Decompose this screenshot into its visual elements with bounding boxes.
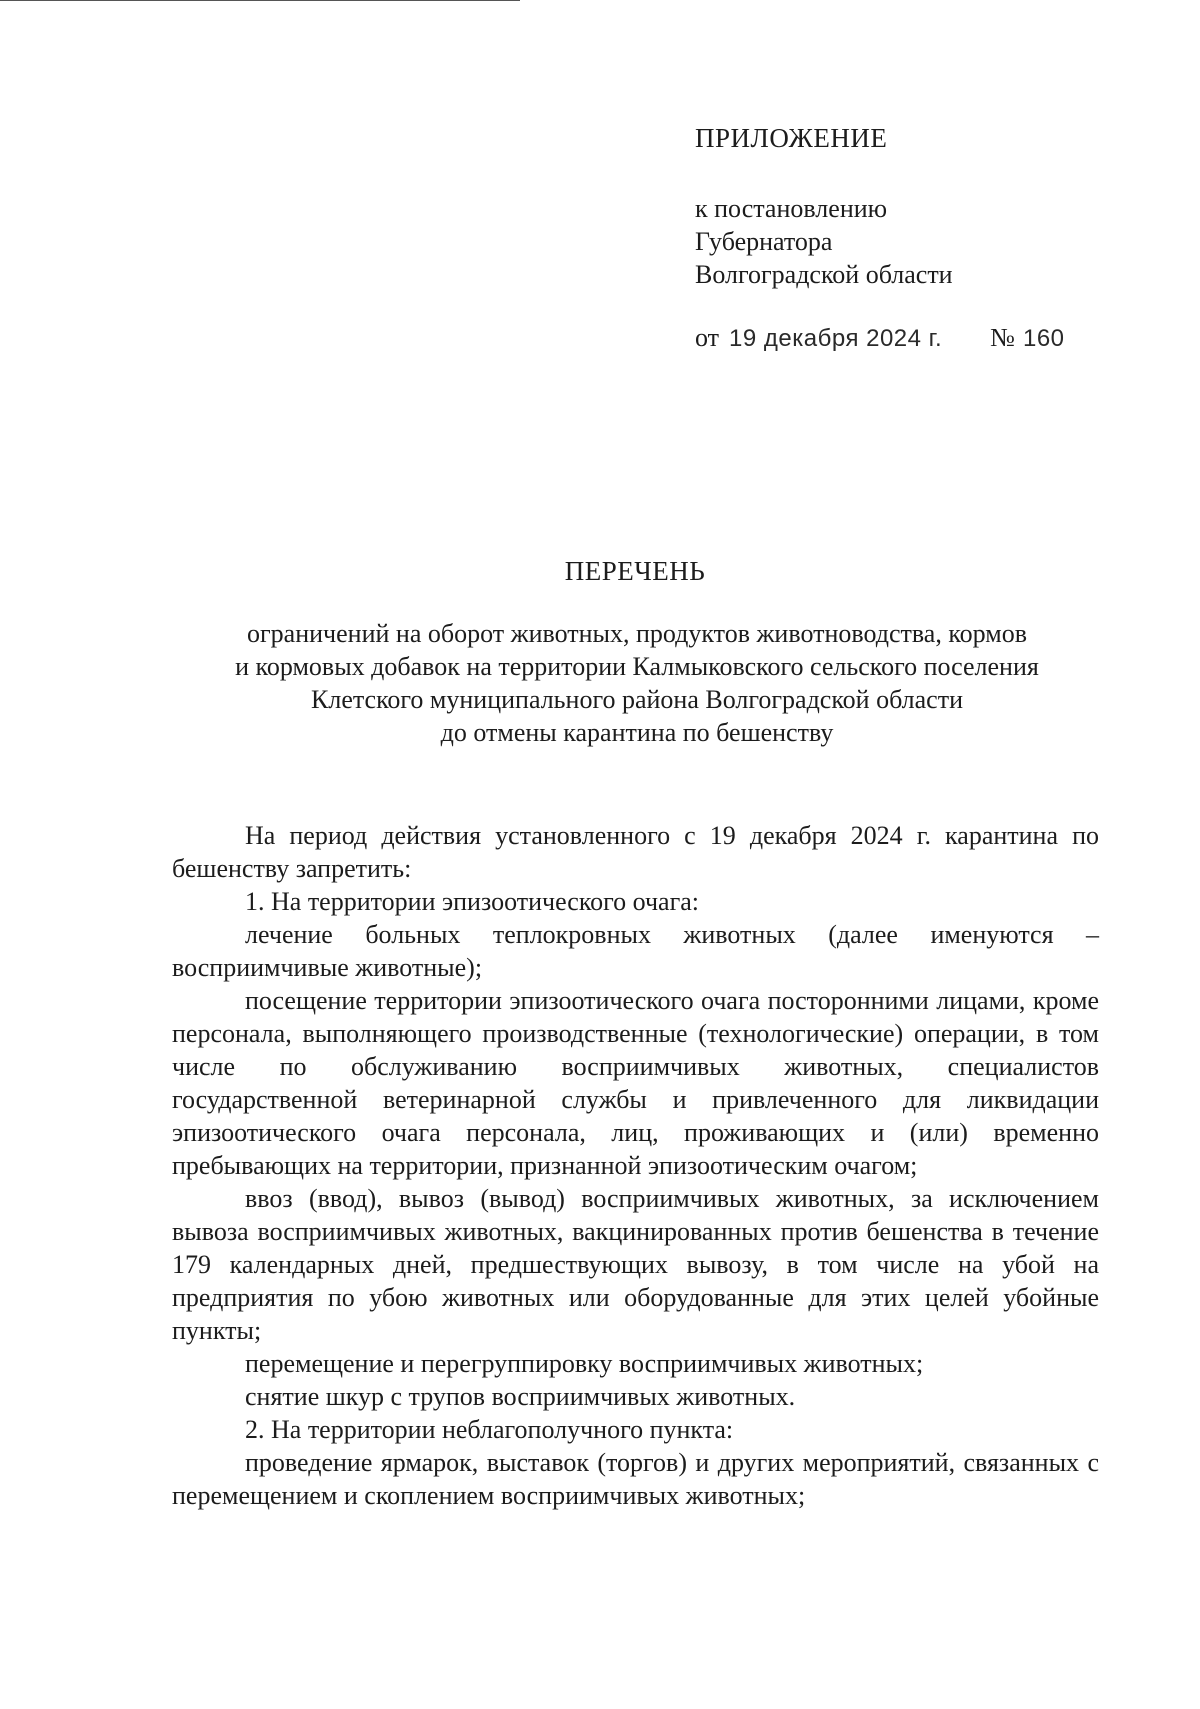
body-paragraph: 1. На территории эпизоотического очага: <box>245 887 700 916</box>
document-body <box>172 819 1099 1512</box>
body-paragraph: ввоз (ввод), вывоз (вывод) восприимчивых животных, за исключением вывоза восприимчивых животных, вакцинированных против бешенства в течение 179 календарных дней, предшествующих вывозу, в том числе на убой на предприятия по убою животных или оборудованные для этих целей убойные пункты; <box>172 1184 1099 1345</box>
subtitle-line: Клетского муниципального района Волгоградской области <box>311 685 963 714</box>
scan-edge-line <box>0 0 520 1</box>
decree-number-block <box>990 323 1064 352</box>
appendix-date-line <box>695 321 1135 355</box>
appendix-title: ПРИЛОЖЕНИЕ <box>695 123 888 153</box>
subtitle-line: до отмены карантина по бешенству <box>440 718 834 747</box>
body-paragraph: снятие шкур с трупов восприимчивых животных. <box>245 1382 796 1411</box>
decree-date: 19 декабря 2024 г. <box>729 325 943 352</box>
appendix-reference-line: Губернатора <box>695 227 833 256</box>
document-title: ПЕРЕЧЕНЬ <box>564 556 706 586</box>
body-paragraph: перемещение и перегруппировку восприимчивых животных; <box>245 1349 924 1378</box>
body-paragraph: На период действия установленного с 19 декабря 2024 г. карантина по бешенству запретить: <box>172 821 1099 883</box>
body-paragraph: лечение больных теплокровных животных (далее именуются – восприимчивые животные); <box>172 920 1099 982</box>
body-paragraph: проведение ярмарок, выставок (торгов) и других мероприятий, связанных с перемещением и скоплением восприимчивых животных; <box>172 1448 1099 1510</box>
appendix-reference-line: к постановлению <box>695 194 888 223</box>
subtitle-line: и кормовых добавок на территории Калмыковского сельского поселения <box>235 652 1039 681</box>
number-sign: № <box>990 323 1015 352</box>
appendix-reference-line: Волгоградской области <box>695 260 953 289</box>
date-prefix: от <box>695 323 720 352</box>
appendix-reference <box>695 192 1135 291</box>
document-subtitle <box>172 617 1102 749</box>
subtitle-line: ограничений на оборот животных, продуктов животноводства, кормов <box>247 619 1027 648</box>
appendix-block <box>695 120 1135 355</box>
decree-number: 160 <box>1022 325 1065 352</box>
body-paragraph: 2. На территории неблагополучного пункта: <box>245 1415 734 1444</box>
body-paragraph: посещение территории эпизоотического очага посторонними лицами, кроме персонала, выполняющего производственные (технологические) операции, в том числе по обслуживанию восприимчивых животных, специалистов государственной ветеринарной службы и привлеченного для ликвидации эпизоотического очага персонала, лиц, проживающих и (или) временно пребывающих на территории, признанной эпизоотическим очагом; <box>172 986 1099 1180</box>
